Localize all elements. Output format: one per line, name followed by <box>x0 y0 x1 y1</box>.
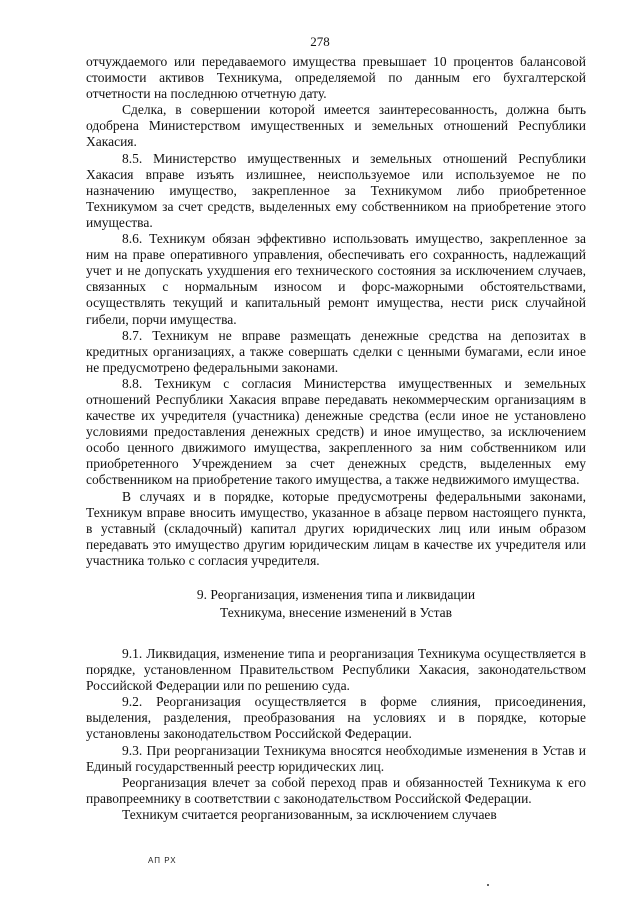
paragraph: 8.5. Министерство имущественных и земельных отношений Республики Хакасия вправе изъять излишнее, неиспользуемое или используемое не по назначению имущество, закрепленное за Техникумом либо приобретенное Техникумом за счет средств, выделенных ему собственником на приобретение этого имущества. <box>86 150 586 230</box>
section-heading <box>86 586 586 622</box>
paragraph: Техникум считается реорганизованным, за исключением случаев <box>122 806 497 822</box>
paragraph: 9.1. Ликвидация, изменение типа и реорганизация Техникума осуществляется в порядке, установленном Правительством Республики Хакасия, законодательством Российской Федерации или по решению суда. <box>86 646 586 694</box>
paragraph: В случаях и в порядке, которые предусмотрены федеральными законами, Техникум вправе вносить имущество, указанное в абзаце первом настоящего пункта, в уставный (складочный) капитал других юридических лиц или иным образом передавать это имущество другим юридическим лицам в качестве их учредителя или участника только с согласия учредителя. <box>86 488 586 568</box>
paragraph: 8.7. Техникум не вправе размещать денежные средства на депозитах в кредитных организациях, а также совершать сделки с ценными бумагами, если иное не предусмотрено федеральными законами. <box>86 327 586 375</box>
paragraph: Сделка, в совершении которой имеется заинтересованность, должна быть одобрена Министерством имущественных и земельных отношений Республики Хакасия. <box>86 102 586 150</box>
document-body <box>86 54 586 823</box>
paragraph: 9.2. Реорганизация осуществляется в форме слияния, присоединения, выделения, разделения, преобразования на условиях и в порядке, которые установлены законодательством Российской Федерации. <box>86 694 586 742</box>
section-heading-line: 9. Реорганизация, изменения типа и ликвидации <box>196 587 476 602</box>
section-heading-line: Техникума, внесение изменений в Устав <box>219 605 453 620</box>
footer-stamp-mark: АП РХ <box>148 856 177 865</box>
page-number: 278 <box>310 34 330 49</box>
paragraph: 8.6. Техникум обязан эффективно использовать имущество, закрепленное за ним на праве оперативного управления, обеспечивать его сохранность, надлежащий учет и не допускать ухудшения его технического состояния за исключением случаев, связанных с нормальным износом и форс-мажорными обстоятельствами, осуществлять текущий и капитальный ремонт имущества, нести риск случайной гибели, порчи имущества. <box>86 231 586 327</box>
paragraph: 9.3. При реорганизации Техникума вносятся необходимые изменения в Устав и Единый государственный реестр юридических лиц. <box>86 742 586 774</box>
scan-speck <box>487 884 489 886</box>
paragraph: 8.8. Техникум с согласия Министерства имущественных и земельных отношений Республики Хакасия вправе передавать некоммерческим организациям в качестве их учредителя (участника) денежные средства (если иное не установлено условиями предоставления денежных средств) и иное имущество, за исключением особо ценного движимого имущества, закрепленного за ним собственником или приобретенного Учреждением за счет денежных средств, выделенных ему собственником на приобретение такого имущества, а также недвижимого имущества. <box>86 375 586 488</box>
paragraph: Реорганизация влечет за собой переход прав и обязанностей Техникума к его правопреемнику в соответствии с законодательством Российской Федерации. <box>86 774 586 806</box>
paragraph: отчуждаемого или передаваемого имущества превышает 10 процентов балансовой стоимости активов Техникума, определяемой по данным его бухгалтерской отчетности на последнюю отчетную дату. <box>86 54 586 102</box>
